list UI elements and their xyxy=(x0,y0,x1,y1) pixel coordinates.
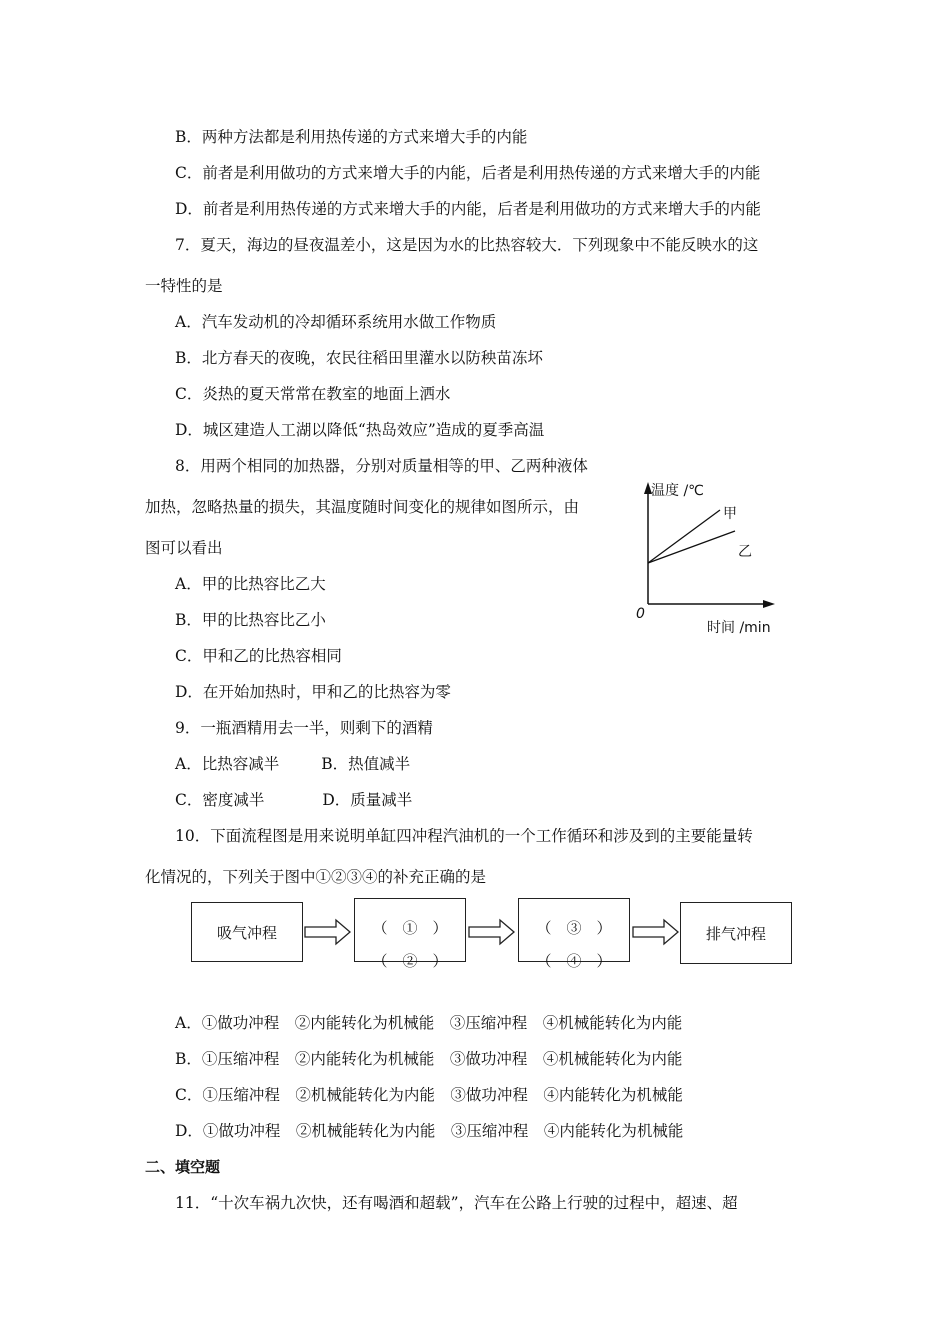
q9-options-row2 xyxy=(175,790,412,810)
q9-option-b: B．热值减半 xyxy=(321,755,411,773)
q10-option-c: C．①压缩冲程 ②机械能转化为内能 ③做功冲程 ④内能转化为机械能 xyxy=(175,1086,683,1104)
label-yi: 乙 xyxy=(738,544,752,560)
q8-stem-line2: 加热，忽略热量的损失，其温度随时间变化的规律如图所示，由 xyxy=(145,498,580,516)
flow-arrow-2 xyxy=(468,918,516,946)
flow-box-exhaust-label: 排气冲程 xyxy=(705,925,766,943)
q11-stem: 11．“十次车祸九次快，还有喝酒和超载”，汽车在公路上行驶的过程中，超速、超 xyxy=(175,1194,738,1212)
temperature-time-graph xyxy=(625,470,795,640)
q7-option-c: C．炎热的夏天常常在教室的地面上洒水 xyxy=(175,385,451,403)
line-yi xyxy=(648,531,735,563)
q8-option-d: D．在开始加热时，甲和乙的比热容为零 xyxy=(175,683,451,701)
flow-arrow-3 xyxy=(632,918,680,946)
flow-box-3-bottom: （ ④ ） xyxy=(536,952,612,970)
q7-stem-line1: 7．夏天，海边的昼夜温差小，这是因为水的比热容较大．下列现象中不能反映水的这 xyxy=(175,236,759,254)
line-jia xyxy=(648,510,720,563)
section-heading-fill-in: 二、填空题 xyxy=(145,1158,221,1176)
flow-box-intake-label: 吸气冲程 xyxy=(216,924,277,942)
q10-stem-line1: 10．下面流程图是用来说明单缸四冲程汽油机的一个工作循环和涉及到的主要能量转 xyxy=(175,827,753,845)
flow-box-3-top: （ ③ ） xyxy=(536,919,612,937)
q8-option-c: C．甲和乙的比热容相同 xyxy=(175,647,342,665)
q10-option-b: B．①压缩冲程 ②内能转化为机械能 ③做功冲程 ④机械能转化为内能 xyxy=(175,1050,683,1068)
q7-stem-line2: 一特性的是 xyxy=(145,277,223,295)
q9-option-c: C．密度减半 xyxy=(175,791,265,809)
q7-option-d: D．城区建造人工湖以降低“热岛效应”造成的夏季高温 xyxy=(175,421,545,439)
q8-option-b: B．甲的比热容比乙小 xyxy=(175,611,326,629)
y-axis-label: 温度 /℃ xyxy=(651,483,704,499)
q10-option-d: D．①做功冲程 ②机械能转化为内能 ③压缩冲程 ④内能转化为机械能 xyxy=(175,1122,684,1140)
q6-option-b: B．两种方法都是利用热传递的方式来增大手的内能 xyxy=(175,128,528,146)
flow-box-2 xyxy=(354,898,466,970)
q9-option-a: A．比热容减半 xyxy=(175,755,280,773)
q7-option-a: A．汽车发动机的冷却循环系统用水做工作物质 xyxy=(175,313,497,331)
flow-box-intake xyxy=(191,902,303,962)
q7-option-b: B．北方春天的夜晚，农民往稻田里灌水以防秧苗冻坏 xyxy=(175,349,543,367)
flow-box-2-top: （ ① ） xyxy=(372,919,448,937)
q6-option-c: C．前者是利用做功的方式来增大手的内能，后者是利用热传递的方式来增大手的内能 xyxy=(175,164,761,182)
flow-box-3 xyxy=(518,898,630,970)
q10-option-a: A．①做功冲程 ②内能转化为机械能 ③压缩冲程 ④机械能转化为内能 xyxy=(175,1014,683,1032)
x-axis-arrow xyxy=(763,600,775,608)
q9-option-d: D．质量减半 xyxy=(322,791,413,809)
q9-stem: 9．一瓶酒精用去一半，则剩下的酒精 xyxy=(175,719,433,737)
x-axis-label: 时间 /min xyxy=(707,620,771,636)
q9-options-row1 xyxy=(175,754,410,774)
q8-stem-line3: 图可以看出 xyxy=(145,539,223,557)
flow-arrow-1 xyxy=(304,918,352,946)
q10-stem-line2: 化情况的，下列关于图中①②③④的补充正确的是 xyxy=(145,868,487,886)
q8-option-a: A．甲的比热容比乙大 xyxy=(175,575,326,593)
origin-label: 0 xyxy=(636,606,645,622)
flow-box-exhaust xyxy=(680,902,792,964)
label-jia: 甲 xyxy=(723,506,737,522)
q8-stem-line1: 8．用两个相同的加热器，分别对质量相等的甲、乙两种液体 xyxy=(175,457,588,475)
flow-box-2-bottom: （ ② ） xyxy=(372,952,448,970)
q6-option-d: D．前者是利用热传递的方式来增大手的内能，后者是利用做功的方式来增大手的内能 xyxy=(175,200,761,218)
